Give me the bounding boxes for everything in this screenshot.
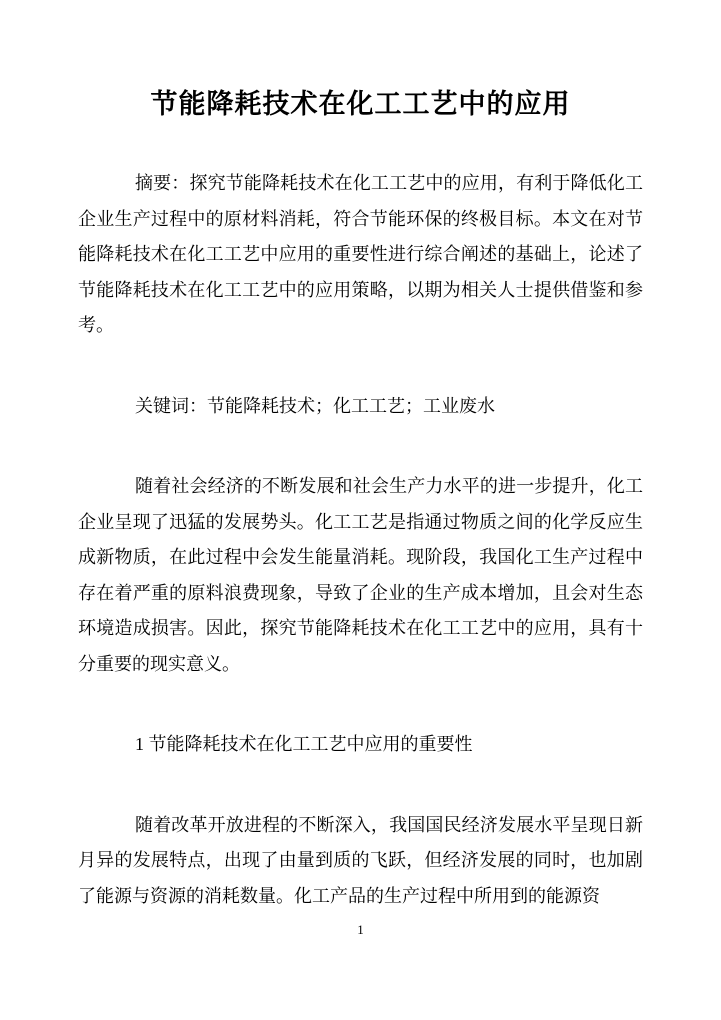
page-number: 1 [357, 922, 364, 937]
document-title: 节能降耗技术在化工工艺中的应用 [150, 89, 571, 119]
section-1-heading: 1 节能降耗技术在化工工艺中应用的重要性 [135, 734, 473, 754]
abstract-paragraph: 摘要：探究节能降耗技术在化工工艺中的应用，有利于降低化工企业生产过程中的原材料消耗，符合节能环保的终极目标。本文在对节能降耗技术在化工工艺中应用的重要性进行综合阐述的基础上，论述了节能降耗技术在化工工艺中的应用策略，以期为相关人士提供借鉴和参考。 [78, 173, 643, 335]
section-1-paragraph: 随着改革开放进程的不断深入，我国国民经济发展水平呈现日新月异的发展特点，出现了由量到质的飞跃，但经济发展的同时，也加剧了能源与资源的消耗数量。化工产品的生产过程中所用到的能源资 [78, 814, 643, 906]
keywords-paragraph: 关键词：节能降耗技术；化工工艺；工业废水 [135, 395, 495, 416]
intro-paragraph: 随着社会经济的不断发展和社会生产力水平的进一步提升，化工企业呈现了迅猛的发展势头。化工工艺是指通过物质之间的化学反应生成新物质，在此过程中会发生能量消耗。现阶段，我国化工生产过程中存在着严重的原料浪费现象，导致了企业的生产成本增加，且会对生态环境造成损害。因此，探究节能降耗技术在化工工艺中的应用，具有十分重要的现实意义。 [78, 476, 643, 674]
